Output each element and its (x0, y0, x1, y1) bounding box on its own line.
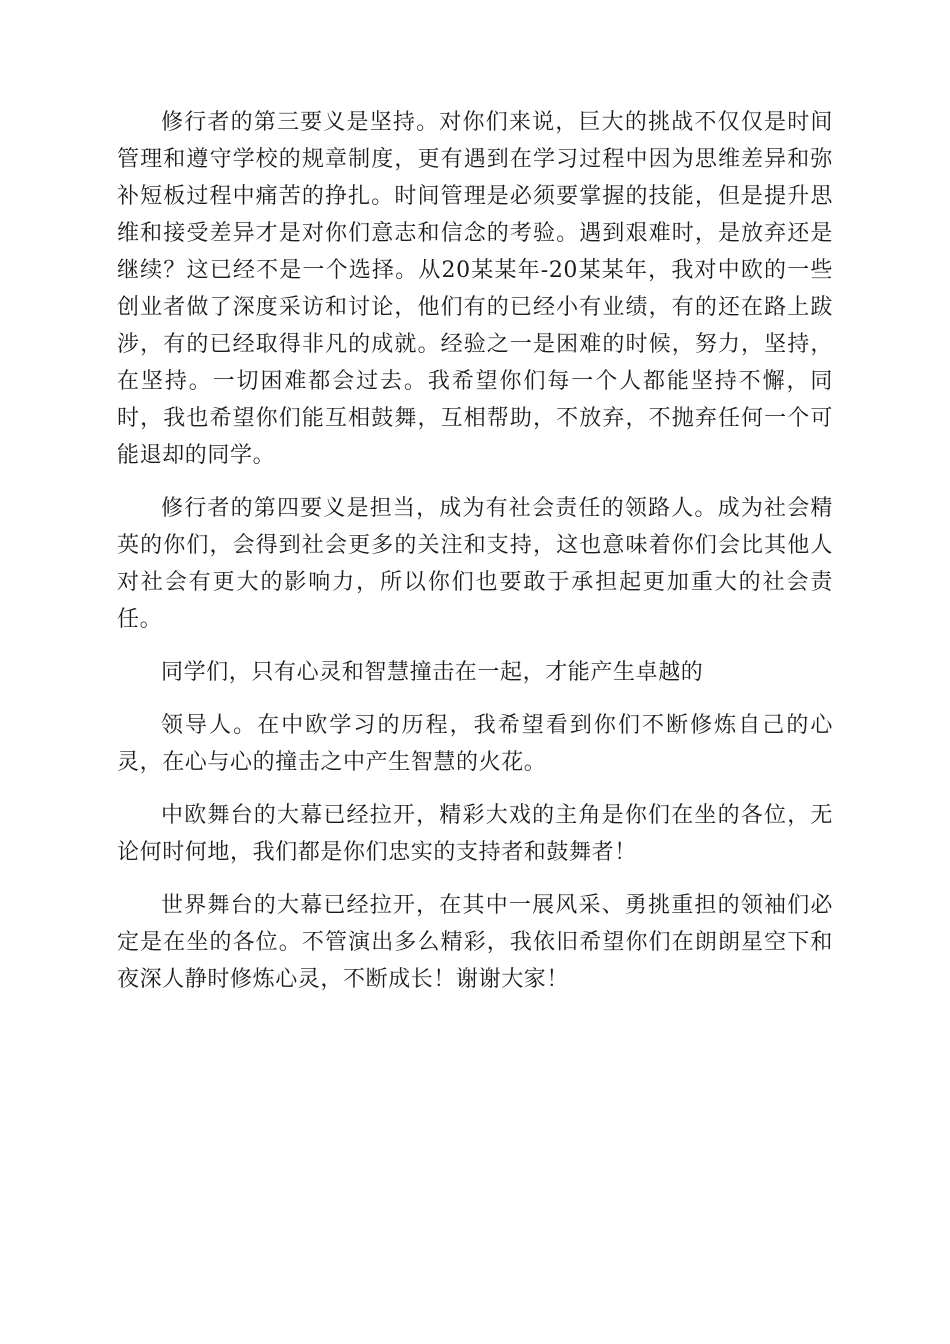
paragraph-ceibs-stage: 中欧舞台的大幕已经拉开，精彩大戏的主角是你们在坐的各位，无论何时何地，我们都是你们忠实的支持者和鼓舞者！ (117, 803, 833, 865)
document-body (117, 104, 833, 1014)
paragraph-world-stage: 世界舞台的大幕已经拉开，在其中一展风采、勇挑重担的领袖们必定是在坐的各位。不管演出多么精彩，我依旧希望你们在朗朗星空下和夜深人静时修炼心灵，不断成长！谢谢大家！ (117, 893, 833, 992)
paragraph-perseverance: 修行者的第三要义是坚持。对你们来说，巨大的挑战不仅仅是时间管理和遵守学校的规章制度，更有遇到在学习过程中因为思维差异和弥补短板过程中痛苦的挣扎。时间管理是必须要掌握的技能，但是提升思维和接受差异才是对你们意志和信念的考验。遇到艰难时，是放弃还是继续？这已经不是一个选择。从20某某年-20某某年，我对中欧的一些创业者做了深度采访和讨论，他们有的已经小有业绩，有的还在路上跋涉，有的已经取得非凡的成就。经验之一是困难的时候，努力，坚持，在坚持。一切困难都会过去。我希望你们每一个人都能坚持不懈，同时，我也希望你们能互相鼓舞，互相帮助，不放弃，不抛弃任何一个可能退却的同学。 (117, 110, 833, 468)
paragraph-leadership: 领导人。在中欧学习的历程，我希望看到你们不断修炼自己的心灵，在心与心的撞击之中产生智慧的火花。 (117, 713, 833, 775)
paragraph-responsibility: 修行者的第四要义是担当，成为有社会责任的领路人。成为社会精英的你们，会得到社会更多的关注和支持，这也意味着你们会比其他人对社会有更大的影响力，所以你们也要敢于承担起更加重大的社会责任。 (117, 496, 833, 632)
paragraph-students-address: 同学们，只有心灵和智慧撞击在一起，才能产生卓越的 (161, 660, 704, 685)
